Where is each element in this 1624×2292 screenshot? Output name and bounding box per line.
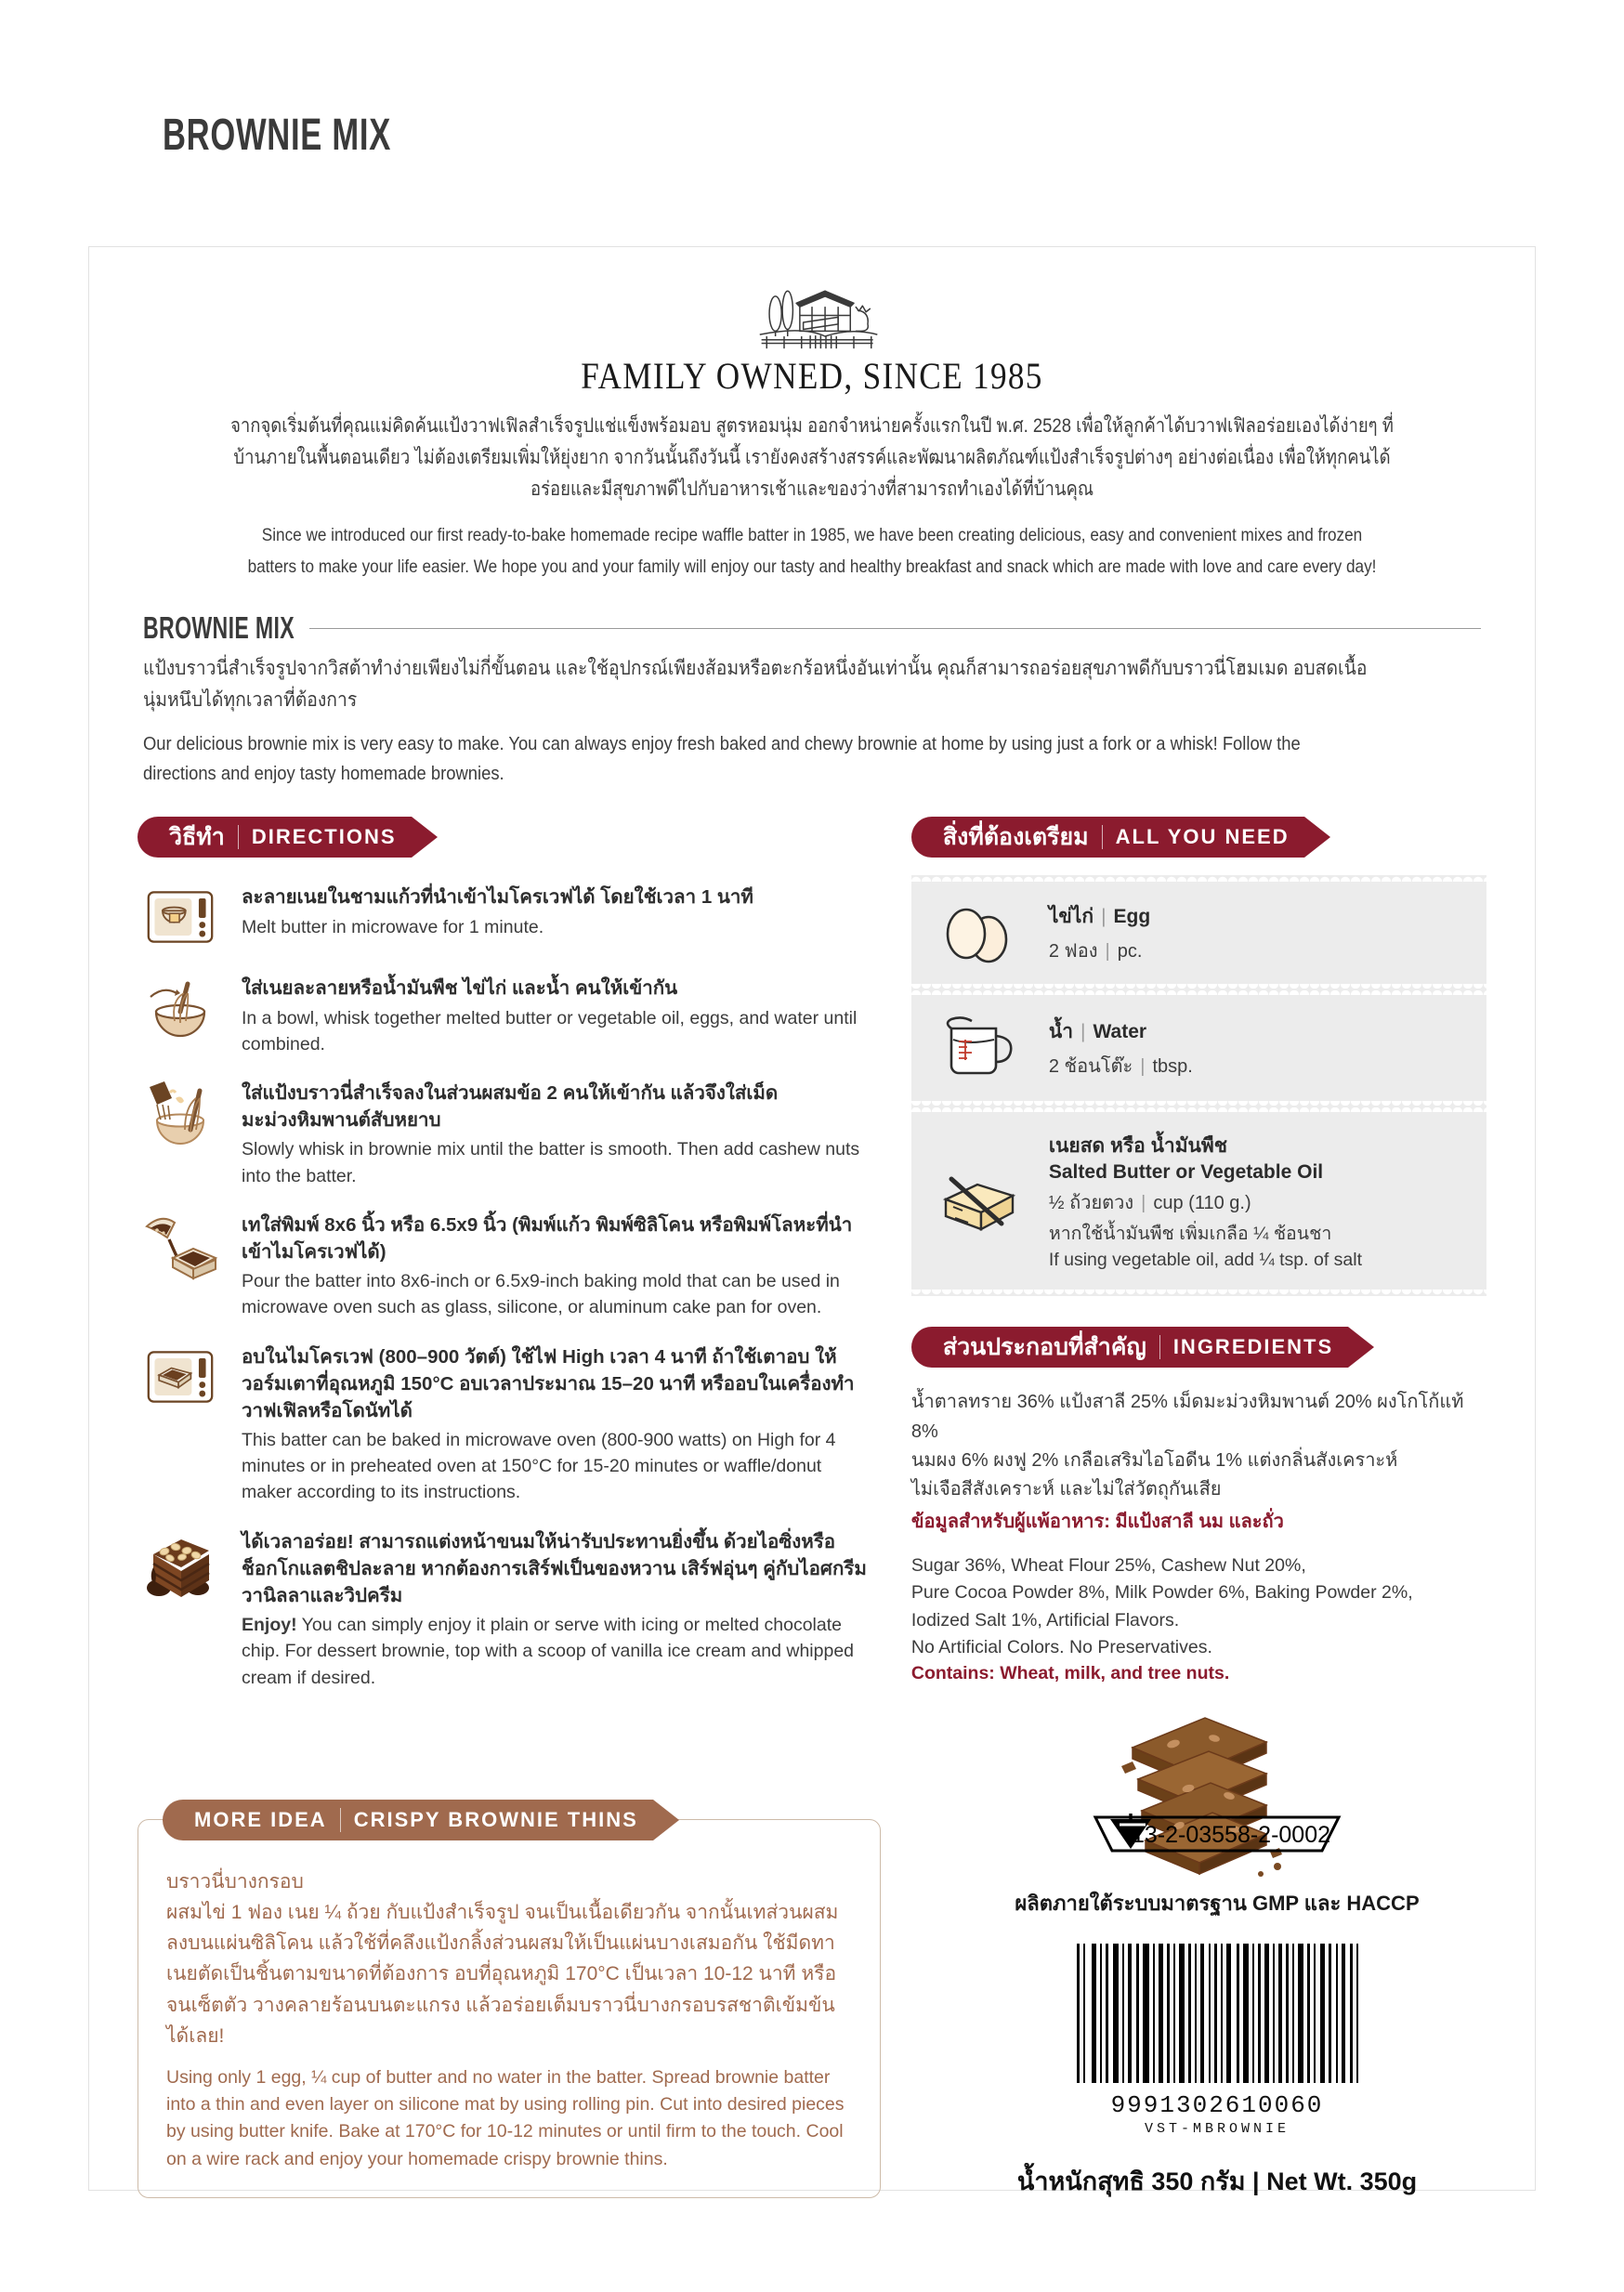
direction-step [138, 1210, 871, 1321]
directions-banner [138, 817, 412, 858]
barcode-number: 9991302610060 [1110, 2091, 1324, 2119]
all-you-need-column [911, 817, 1486, 1710]
need-card-egg [911, 882, 1486, 984]
more-idea-thai-title: บราวนี่บางกรอบ [166, 1871, 304, 1893]
step-text-english: Slowly whisk in brownie mix until the batter is smooth. Then add cashew nuts into the batter. [242, 1139, 860, 1186]
step-text-thai: ละลายเนยในชามแก้วที่นำเข้าไมโครเวฟได้ โดยใช้เวลา 1 นาที [242, 886, 753, 909]
ingredients-section [911, 1327, 1486, 1684]
step-text-english: Melt butter in microwave for 1 minute. [242, 916, 544, 937]
allergen-warning-english: Contains: Wheat, milk, and tree nuts. [910, 1663, 1230, 1684]
product-heading-row [143, 610, 1481, 646]
banner-divider [238, 825, 239, 849]
footer-certification-area [976, 1814, 1459, 2201]
ingredient-name [1049, 1016, 1470, 1047]
ingredients-thai [911, 1388, 1486, 1504]
ingredient-name-english: Water [1093, 1020, 1147, 1042]
need-card-text [1049, 1131, 1470, 1271]
need-card-text [1049, 1016, 1470, 1081]
page-title: BROWNIE MIX [163, 111, 391, 160]
step-text-english: Pour the batter into 8x6-inch or 6.5x9-inch baking mold that can be used in microwave oven such as glass, silicone, or aluminum cake pan for oven. [242, 1271, 840, 1318]
step-text [242, 1342, 871, 1506]
ingredients-banner-thai: ส่วนประกอบที่สำคัญ [942, 1334, 1146, 1361]
ingredients-thai-line: น้ำตาลทราย 36% แป้งสาลี 25% เม็ดมะม่วงหิมพานต์ 20% ผงโกโก้แท้ 8% [910, 1392, 1464, 1442]
step-text [242, 1078, 871, 1189]
qty-separator: | [1105, 940, 1110, 962]
net-weight-text: น้ำหนักสุทธิ 350 กรัม | Net Wt. 350g [1016, 2168, 1418, 2195]
more-idea-label: MORE IDEA [194, 1808, 327, 1831]
more-idea-title: CRISPY BROWNIE THINS [353, 1808, 638, 1831]
ingredient-quantity [1049, 1187, 1470, 1217]
barcode-sku: VST-MBROWNIE [1144, 2121, 1290, 2137]
ingredient-name-english: Egg [1113, 905, 1151, 927]
ingredient-name-english: Salted Butter or Vegetable Oil [1048, 1161, 1324, 1184]
content-columns [138, 817, 1486, 1710]
ingredient-note-thai: หากใช้น้ำมันพืช เพิ่มเกลือ ¼ ช้อนชา [1048, 1224, 1332, 1245]
ingredients-banner [911, 1327, 1348, 1368]
need-card-text [1049, 901, 1470, 965]
gmp-haccp-text: ผลิตภายใต้ระบบมาตรฐาน GMP และ HACCP [1015, 1892, 1420, 1915]
qty-separator: | [1141, 1193, 1146, 1214]
banner-divider [1102, 825, 1103, 849]
ingredients-english-line: Pure Cocoa Powder 8%, Milk Powder 6%, Baking Powder 2%, [910, 1582, 1413, 1604]
more-idea-thai-body: ผสมไข่ 1 ฟอง เนย ¼ ถ้วย กับแป้งสำเร็จรูป จนเป็นเนื้อเดียวกัน จากนั้นเทส่วนผสมลงบนแผ่นซิลิโคน แล้วใช้ที่คลึงแป้งกลิ้งส่วนผสมให้เป็นแผ่นบางเสมอกัน ใช้มีดทาเนยตัดเป็นชิ้นตามขนาดที่ต้องการ อบที่อุณหภูมิ 170°C เป็นเวลา 10-12 นาที หรือจนเซ็ตตัว วางคลายร้อนบนตะแกรง แล้วอร่อยเต็มบราวนี่บางกรอบรสชาติเข้มข้นได้เลย! [166, 1902, 839, 2047]
quantity-english: tbsp. [1152, 1055, 1193, 1077]
step-text-thai: เทใส่พิมพ์ 8x6 นิ้ว หรือ 6.5x9 นิ้ว (พิมพ์แก้ว พิมพ์ซิลิโคน หรือพิมพ์โลหะที่นำเข้าไมโครเวฟได้) [242, 1213, 853, 1263]
all-you-need-banner-thai: สิ่งที่ต้องเตรียม [942, 824, 1089, 851]
step-text-english [242, 1612, 871, 1691]
brand-tagline: FAMILY OWNED, SINCE 1985 [581, 355, 1043, 397]
name-separator: | [1101, 905, 1107, 927]
pouring-mix-whisk-icon [138, 1078, 223, 1154]
product-description-thai: แป้งบราวนี่สำเร็จรูปจากวิสต้าทำง่ายเพียงไม่กี่ขั้นตอน และใช้อุปกรณ์เพียงส้อมหรือตะกร้อหนึ่งอันเท่านั้น คุณก็สามารถอร่อยสุขภาพดีกับบราวนี่โฮมเมด อบสดเนื้อนุ่มหนึบได้ทุกเวลาที่ต้องการ [143, 658, 1368, 711]
heading-divider [309, 628, 1481, 629]
more-idea-banner-wrap [163, 1800, 653, 1840]
ingredient-name-thai: น้ำ [1048, 1020, 1074, 1042]
all-you-need-banner [911, 817, 1304, 858]
intro-paragraph-thai: จากจุดเริ่มต้นที่คุณแม่คิดค้นแป้งวาฟเฟิลสำเร็จรูปแช่แข็งพร้อมอบ สูตรหอมนุ่ม ออกจำหน่ายครั้งแรกในปี พ.ศ. 2528 เพื่อให้ลูกค้าได้บวาฟเฟิลอร่อยเองได้ง่ายๆ ที่บ้านภายในพื้นตอนเดียว ไม่ต้องเตรียมเพิ่มให้ยุ่งยาก จากวันนั้นถึงวันนี้ เรายังคงสร้างสรรค์และพัฒนาผลิตภัณฑ์แป้งสำเร็จรูปต่างๆ อย่างต่อเนื่อง เพื่อให้ทุกคนได้อร่อยและมีสุขภาพดีไปกับอาหารเช้าและของว่างที่สามารถทำเองได้ที่บ้านคุณ [230, 415, 1394, 501]
ingredient-card-list [911, 882, 1486, 1290]
step-text [242, 882, 871, 939]
directions-step-list [138, 882, 871, 1690]
microwave-pan-icon [138, 1342, 223, 1412]
need-card-butter [911, 1112, 1486, 1290]
step-text-thai: ได้เวลาอร่อย! สามารถแต่งหน้าขนมให้น่ารับประทานยิ่งขึ้น ด้วยไอซิ่งหรือช็อกโกแลตชิปละลาย หากต้องการเสิร์ฟเป็นของหวาน เสิร์ฟอุ่นๆ คู่กับไอศกรีมวานิลลาและวิปครีม [242, 1530, 867, 1606]
name-separator: | [1080, 1020, 1086, 1042]
intro-paragraph-english: Since we introduced our first ready-to-bake homemade recipe waffle batter in 1985, we have been creating delicious, easy and convenient mixes and frozen batters to make your life easier. We hope you and your family will enjoy our tasty and healthy breakfast and snack which are made with love and care every day! [247, 525, 1377, 577]
step-text-thai: ใส่เนยละลายหรือน้ำมันพืช ไข่ไก่ และน้ำ คนให้เข้ากัน [242, 977, 678, 1000]
step-text-english-rest: You can simply enjoy it plain or serve with icing or melted chocolate chip. For dessert brownie, top with a scoop of vanilla ice cream and whipped cream if desired. [242, 1615, 855, 1688]
more-idea-banner [163, 1800, 653, 1840]
ingredients-english [911, 1552, 1486, 1661]
directions-column [138, 817, 871, 1710]
step-text [242, 973, 871, 1057]
ingredients-english-line: No Artificial Colors. No Preservatives. [910, 1636, 1212, 1657]
allergen-warning-thai: ข้อมูลสำหรับผู้แพ้อาหาร: มีแป้งสาลี นม และถั่ว [910, 1512, 1284, 1533]
direction-step [138, 973, 871, 1057]
ingredients-english-line: Iodized Salt 1%, Artificial Flavors. [910, 1609, 1180, 1631]
more-idea-box [138, 1808, 881, 2198]
enjoy-label: Enjoy! [242, 1615, 297, 1636]
farmhouse-logo-icon [742, 281, 882, 350]
barcode-icon [1073, 1944, 1361, 2083]
product-heading: BROWNIE MIX [143, 610, 295, 646]
more-idea-english-body: Using only 1 egg, ¼ cup of butter and no water in the batter. Spread brownie batter into a thin and even layer on silicone mat by using rolling pin. Cut into desired pieces by using butter knife. Bake at 170°C for 10-12 minutes or until firm to the touch. Cool on a wire rack and enjoy your homemade crispy brownie thins. [166, 2066, 845, 2169]
step-text [242, 1210, 871, 1321]
quantity-english: pc. [1117, 940, 1143, 962]
ingredient-quantity [1049, 1051, 1470, 1081]
whisk-bowl-icon [138, 973, 223, 1047]
step-text-thai: ใส่แป้งบราวนี่สำเร็จลงในส่วนผสมข้อ 2 คนให้เข้ากัน แล้วจึงใส่เม็ดมะม่วงหิมพานต์สับหยาบ [242, 1082, 779, 1132]
quantity-thai: ½ ถ้วยตวง [1048, 1193, 1134, 1214]
step-text-thai: อบในไมโครเวฟ (800–900 วัตต์) ใช้ไฟ High เวลา 4 นาที ถ้าใช้เตาอบ ให้วอร์มเตาที่อุณหภูมิ 150°C อบเวลาประมาณ 15–20 นาที หรืออบในเครื่องทำวาฟเฟิลหรือโดนัทได้ [242, 1345, 855, 1421]
eggs-icon [928, 900, 1030, 965]
direction-step [138, 1342, 871, 1506]
banner-divider [1159, 1335, 1160, 1359]
banner-divider [340, 1808, 341, 1832]
directions-banner-thai: วิธีทำ [169, 824, 225, 851]
ingredient-name [1049, 901, 1470, 932]
step-text [242, 1526, 871, 1691]
ingredients-english-line: Sugar 36%, Wheat Flour 25%, Cashew Nut 20%, [910, 1555, 1306, 1577]
butter-block-icon [928, 1166, 1030, 1237]
fda-code-text: 13-2-03558-2-0002 [1131, 1822, 1331, 1848]
direction-step [138, 1526, 871, 1691]
quantity-thai: 2 ฟอง [1048, 940, 1098, 962]
directions-banner-english: DIRECTIONS [251, 825, 397, 849]
measuring-cup-icon [928, 1014, 1030, 1082]
step-text-english: In a bowl, whisk together melted butter or vegetable oil, eggs, and water until combined. [242, 1007, 858, 1054]
ingredients-banner-english: INGREDIENTS [1172, 1335, 1334, 1359]
direction-step [138, 882, 871, 952]
pour-into-pan-icon [138, 1210, 223, 1288]
ingredient-note-english: If using vegetable oil, add ¼ tsp. of salt [1048, 1250, 1363, 1271]
product-description-english: Our delicious brownie mix is very easy to make. You can always enjoy fresh baked and chewy brownie at home by using just a fork or a whisk! Follow the directions and enjoy tasty homemade brownies. [143, 734, 1301, 784]
quantity-english: cup (110 g.) [1153, 1193, 1251, 1214]
ingredient-name-thai: เนยสด หรือ น้ำมันพืช [1048, 1135, 1228, 1158]
step-text-english: This batter can be baked in microwave oven (800-900 watts) on High for 4 minutes or in preheated oven at 150°C for 15-20 minutes or waffle/donut maker according to its instructions. [242, 1429, 836, 1503]
need-card-water [911, 995, 1486, 1101]
ingredient-quantity [1049, 936, 1470, 965]
ingredient-name-thai: ไข่ไก่ [1048, 905, 1094, 927]
thai-fda-mark-icon [1082, 1814, 1352, 1873]
qty-separator: | [1140, 1055, 1146, 1077]
ingredients-thai-line: นมผง 6% ผงฟู 2% เกลือเสริมไอโอดีน 1% แต่งกลิ่นสังเคราะห์ [910, 1449, 1398, 1471]
microwave-bowl-icon [138, 882, 223, 952]
brownie-slice-icon [138, 1526, 223, 1606]
ingredients-thai-line: ไม่เจือสีสังเคราะห์ และไม่ใส่วัตถุกันเสีย [910, 1479, 1222, 1500]
all-you-need-banner-english: ALL YOU NEED [1115, 825, 1290, 849]
direction-step [138, 1078, 871, 1189]
quantity-thai: 2 ช้อนโต๊ะ [1048, 1055, 1133, 1077]
